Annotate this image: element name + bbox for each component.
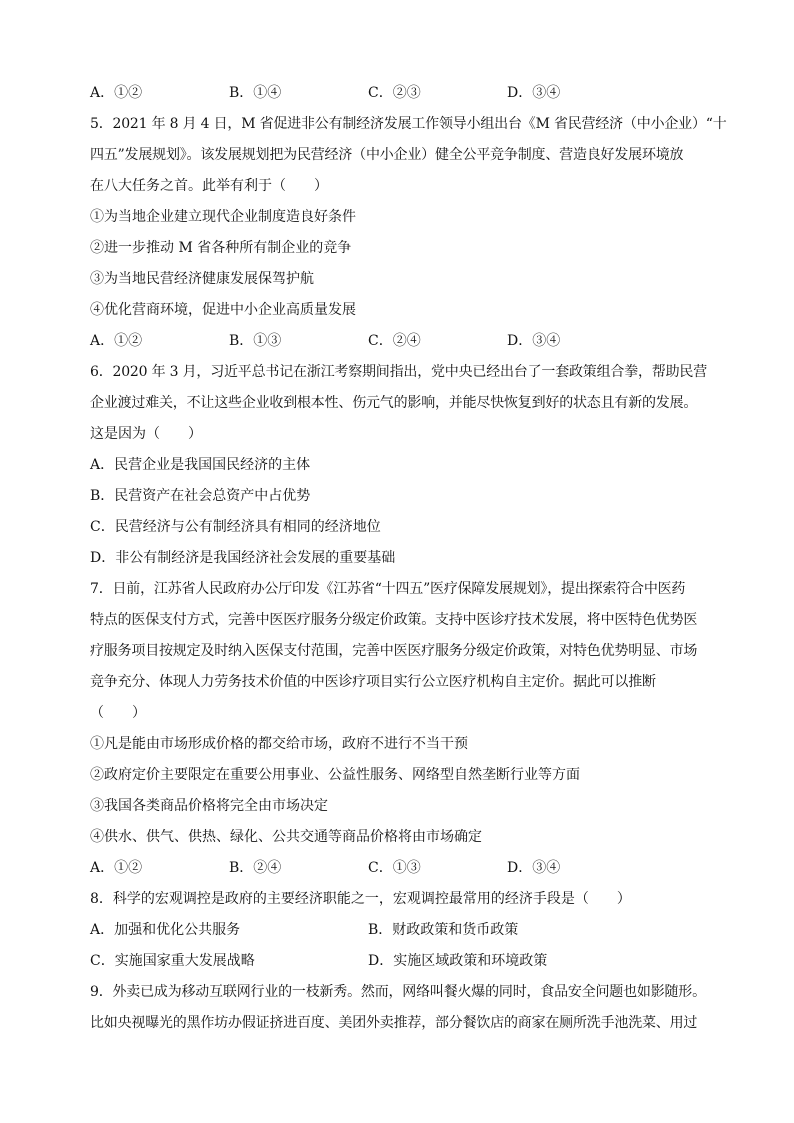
q6-option-a: A．民营企业是我国国民经济的主体 xyxy=(90,457,311,473)
q4-option-a: A．①② xyxy=(90,85,143,101)
q7-stem-line: 特点的医保支付方式，完善中医医疗服务分级定价政策。支持中医诊疗技术发展，将中医特色优势医 xyxy=(90,612,698,628)
q8-stem-line: 8．科学的宏观调控是政府的主要经济职能之一，宏观调控最常用的经济手段是（ ） xyxy=(90,891,631,907)
q7-option-a: A．①② xyxy=(90,860,143,876)
q6-stem-line: 6．2020 年 3 月，习近平总书记在浙江考察期间指出，党中央已经出台了一套政策组合拳，帮助民营 xyxy=(90,364,707,380)
q5-option-c: C．②④ xyxy=(368,333,421,349)
q8-options-row-2 xyxy=(90,946,715,977)
q5-option-d: D．③④ xyxy=(507,333,561,349)
question-5 xyxy=(90,109,727,357)
q6-stem-line: 企业渡过难关，不让这些企业收到根本性、伤元气的影响，并能尽快恢复到好的状态且有新的发展。 xyxy=(90,395,698,411)
q5-stem-line: 在八大任务之首。此举有利于（ ） xyxy=(90,178,328,194)
q5-stem-line: 四五”发展规划》。该发展规划把为民营经济（中小企业）健全公平竞争制度、营造良好发展环境放 xyxy=(90,147,684,163)
q7-item-4: ④供水、供气、供热、绿化、公共交通等商品价格将由市场确定 xyxy=(90,829,482,845)
q5-item-3: ③为当地民营经济健康发展保驾护航 xyxy=(90,271,314,287)
q4-options xyxy=(90,78,715,109)
q5-options xyxy=(90,326,715,357)
q8-option-a: A．加强和优化公共服务 xyxy=(90,922,241,938)
q7-stem-line: （ ） xyxy=(90,705,146,721)
q6-option-d: D．非公有制经济是我国经济社会发展的重要基础 xyxy=(90,550,396,566)
q8-options-row-1 xyxy=(90,915,715,946)
q6-option-b: B．民营资产在社会总资产中占优势 xyxy=(90,488,311,504)
q7-option-d: D．③④ xyxy=(507,860,561,876)
q7-item-1: ①凡是能由市场形成价格的都交给市场，政府不进行不当干预 xyxy=(90,736,468,752)
q4-option-c: C．②③ xyxy=(368,85,421,101)
q8-option-c: C．实施国家重大发展战略 xyxy=(90,953,255,969)
q7-stem-line: 疗服务项目按规定及时纳入医保支付范围，完善中医医疗服务分级定价政策，对特色优势明显、市场 xyxy=(90,643,698,659)
question-6 xyxy=(90,357,715,574)
question-9 xyxy=(90,977,715,1039)
q9-stem-line: 9．外卖已成为移动互联网行业的一枝新秀。然而，网络叫餐火爆的同时，食品安全问题也如影随形。 xyxy=(90,984,706,1000)
q5-stem-line: 5．2021 年 8 月 4 日，M 省促进非公有制经济发展工作领导小组出台《M 省民营经济（中小企业）“十 xyxy=(90,116,727,132)
q7-options xyxy=(90,853,715,884)
exam-page xyxy=(90,78,727,1039)
q5-option-a: A．①② xyxy=(90,333,143,349)
q8-option-d: D．实施区域政策和环境政策 xyxy=(368,953,548,969)
q7-option-c: C．①③ xyxy=(368,860,421,876)
q4-option-d: D．③④ xyxy=(507,85,561,101)
q7-stem-line: 7．日前，江苏省人民政府办公厅印发《江苏省“十四五”医疗保障发展规划》，提出探索符合中医药 xyxy=(90,581,686,597)
q4-option-b: B．①④ xyxy=(229,85,282,101)
question-7 xyxy=(90,574,715,884)
q5-item-4: ④优化营商环境，促进中小企业高质量发展 xyxy=(90,302,356,318)
q8-option-b: B．财政政策和货币政策 xyxy=(368,922,519,938)
q9-stem-line: 比如央视曝光的黑作坊办假证挤进百度、美团外卖推荐，部分餐饮店的商家在厕所洗手池洗菜、用过 xyxy=(90,1015,698,1031)
q5-option-b: B．①③ xyxy=(229,333,282,349)
q7-stem-line: 竞争充分、体现人力劳务技术价值的中医诊疗项目实行公立医疗机构自主定价。据此可以推断 xyxy=(90,674,656,690)
q5-item-2: ②进一步推动 M 省各种所有制企业的竞争 xyxy=(90,240,352,256)
q7-item-2: ②政府定价主要限定在重要公用事业、公益性服务、网络型自然垄断行业等方面 xyxy=(90,767,580,783)
q7-option-b: B．②④ xyxy=(229,860,282,876)
q7-item-3: ③我国各类商品价格将完全由市场决定 xyxy=(90,798,328,814)
q6-option-c: C．民营经济与公有制经济具有相同的经济地位 xyxy=(90,519,381,535)
question-8 xyxy=(90,884,715,977)
q5-item-1: ①为当地企业建立现代企业制度造良好条件 xyxy=(90,209,356,225)
q6-stem-line: 这是因为（ ） xyxy=(90,426,202,442)
